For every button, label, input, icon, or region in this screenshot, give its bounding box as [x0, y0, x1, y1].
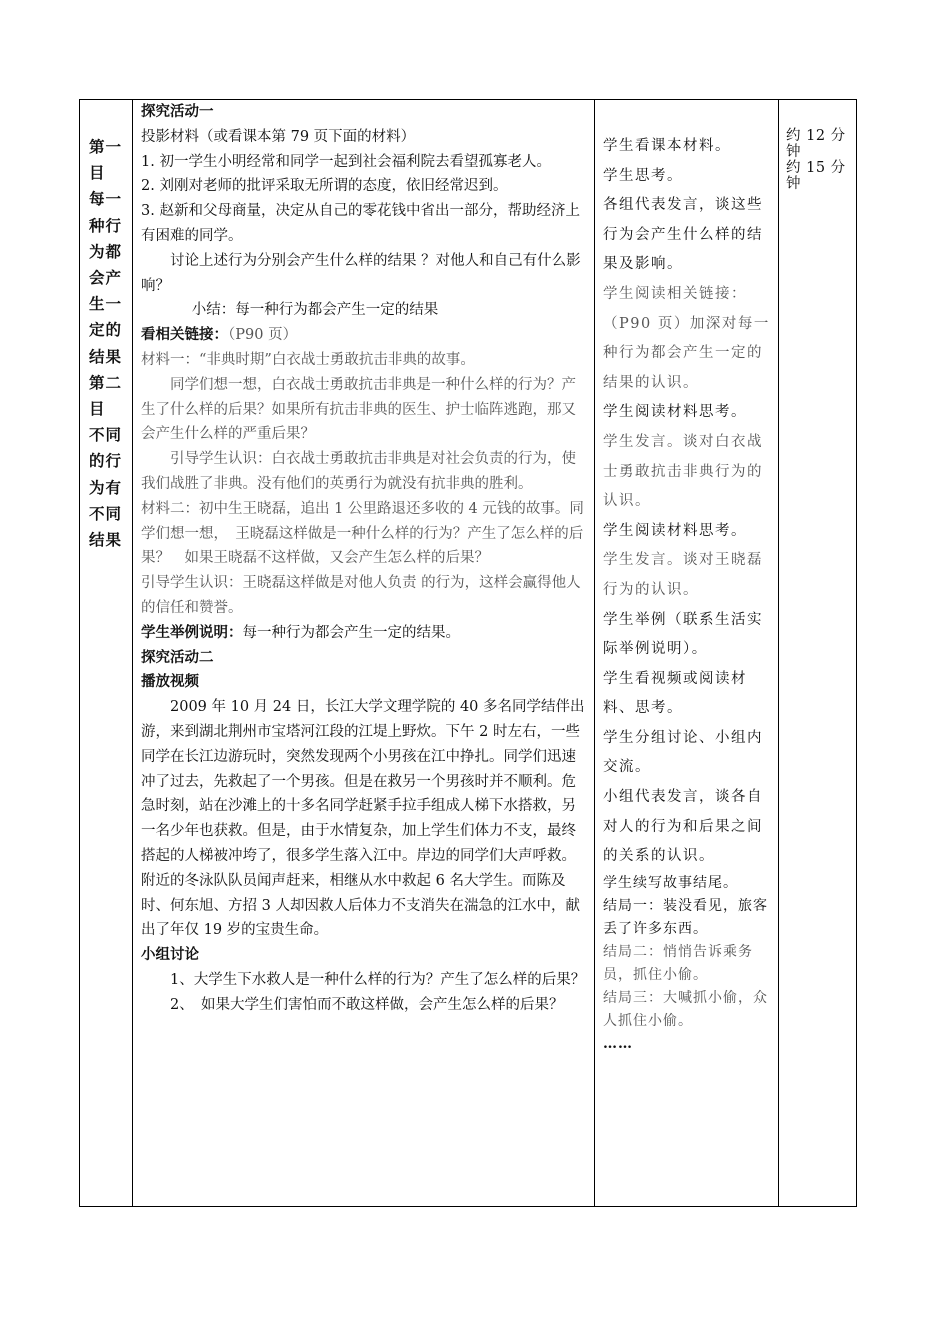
lesson-plan-table: [79, 99, 857, 1207]
ending-option-3: 结局三：大喊抓小偷，众人抓住小偷。: [603, 989, 768, 1029]
material-two: 材料二：初中生王晓磊，追出 1 公里路退还多收的 4 元钱的故事。同学们想一想， 王晓磊这样做是一种什么样的行为？产生了怎么样的后果？ 如果王晓磊不这样做，又会产生怎么样的后果？: [141, 500, 584, 567]
heading-line: 不同: [89, 503, 123, 523]
video-title: 播放视频: [141, 673, 199, 691]
heading-line: 为有: [89, 477, 123, 497]
heading-line: 每一: [89, 189, 123, 209]
heading-line: 结果: [89, 346, 123, 366]
related-link-title: 看相关链接：: [141, 326, 228, 344]
discussion-question: 讨论上述行为分别会产生什么样的结果 ？对他人和自己有什么影响？: [141, 252, 581, 294]
student-activity: 学生看课本材料。: [603, 138, 731, 154]
material-one-question: 同学们想一想，白衣战士勇敢抗击非典是一种什么样的行为？产生了什么样的后果？如果所有抗击非典的医生、护士临阵逃跑，那又会产生什么样的严重后果？: [141, 376, 576, 443]
ending-option-2: 结局二：悄悄告诉乘务员，抓住小偷。: [603, 943, 753, 983]
student-activity-column: [595, 100, 777, 1206]
ellipsis-text: ……: [603, 1035, 633, 1052]
section-heading-column: [80, 100, 132, 1206]
student-activity: 学生阅读相关链接：（P90 页）加深对每一种行为都会产生一定的结果的认识。: [603, 285, 770, 391]
video-story-text: 2009 年 10 月 24 日，长江大学文理学院的 40 多名同学结伴出游，来到湖北荆州市宝塔河江段的江堤上野炊。下午 2 时左右，一些同学在长江边游玩时，突然发现两个小男孩在江中挣扎。同学们迅速冲了过去，先救起了一个男孩。但是在救另一个男孩时并不顺利。危急时刻，站在沙滩上的十多名同学赶紧手拉手组成人梯下水搭救，另一名少年也获救。但是，由于水情复杂，加上学生们体力不支，最终搭起的人梯被冲垮了，很多学生落入江中。岸边的同学们大声呼救。附近的冬泳队队员闻声赶来，相继从水中救起 6 名大学生。而陈及时、何东旭、方招 3 人却因救人后体力不支消失在湍急的江水中，献出了年仅 19 岁的宝贵生命。: [141, 699, 585, 939]
heading-line: 结果: [89, 530, 123, 550]
student-example-title: 学生举例说明：: [141, 623, 243, 641]
ending-option-1: 结局一：装没看见，旅客丢了许多东西。: [603, 897, 768, 937]
student-activity: 学生阅读材料思考。: [603, 404, 747, 421]
student-activity: 学生阅读材料思考。: [603, 522, 747, 539]
related-link-page: （P90 页）: [228, 327, 298, 344]
heading-line: 为都: [89, 241, 123, 261]
student-activity: 学生分组讨论、小组内交流。: [603, 729, 763, 776]
student-activity: 学生思考。: [603, 167, 683, 184]
heading-line: 第二: [89, 372, 123, 392]
heading-line: 目: [89, 399, 106, 419]
group-discussion-question-2: 2、 如果大学生们害怕而不敢这样做，会产生怎么样的后果？: [170, 996, 564, 1013]
heading-line: 会产: [89, 268, 123, 288]
student-activity: 学生续写故事结尾。: [603, 874, 738, 891]
material-one: 材料一：“非典时期”白衣战士勇敢抗击非典的故事。: [141, 351, 475, 368]
student-activity: 学生发言。谈对白衣战士勇敢抗击非典行为的认识。: [603, 433, 763, 510]
material-intro: 投影材料（或看课本第 79 页下面的材料）: [141, 128, 416, 145]
student-activity: 学生看视频或阅读材料、思考。: [603, 670, 747, 717]
student-activity: 学生举例（联系生活实际举例说明）。: [603, 611, 763, 658]
group-discussion-question-1: 1、大学生下水救人是一种什么样的行为？产生了怎么样的后果？: [170, 971, 586, 988]
heading-line: 不同: [89, 425, 123, 445]
time-estimate-1: 约 12 分钟: [786, 128, 846, 160]
heading-line: 定的: [89, 320, 123, 340]
heading-line: 第一: [89, 137, 123, 156]
activity-one-title: 探究活动一: [141, 103, 214, 120]
activity-two-title: 探究活动二: [141, 648, 214, 666]
material-two-guidance: 引导学生认识：王晓磊这样做是对他人负责 的行为，这样会赢得他人的信任和赞誉。: [141, 575, 581, 616]
student-example-line: [141, 621, 587, 646]
student-activity: 各组代表发言，谈这些行为会产生什么样的结果及影响。: [603, 197, 763, 273]
time-estimate-2: 约 15 分钟: [786, 160, 846, 192]
summary-text: 小结：每一种行为都会产生一定的结果: [191, 302, 439, 319]
teaching-content-column: [133, 100, 593, 1206]
student-activity: 小组代表发言，谈各自对人的行为和后果之间的关系的认识。: [603, 789, 763, 865]
material-item-2: 2. 刘刚对老师的批评采取无所谓的态度，依旧经常迟到。: [141, 178, 508, 195]
group-discussion-title: 小组讨论: [141, 946, 199, 964]
heading-line: 目: [89, 163, 106, 183]
material-one-guidance: 引导学生认识：白衣战士勇敢抗击非典是对社会负责的行为，使我们战胜了非典。没有他们的英勇行为就没有抗非典的胜利。: [141, 451, 576, 492]
heading-line: 种行: [89, 215, 123, 235]
time-column: [779, 100, 857, 1206]
heading-line: 的行: [89, 451, 123, 471]
related-link-line: [141, 323, 587, 348]
heading-line: 生一: [89, 294, 123, 314]
student-activity: 学生发言。谈对王晓磊行为的认识。: [603, 552, 763, 598]
material-item-3: 3. 赵新和父母商量，决定从自己的零花钱中省出一部分，帮助经济上有困难的同学。: [141, 203, 580, 244]
material-item-1: 1. 初一学生小明经常和同学一起到社会福利院去看望孤寡老人。: [141, 153, 551, 170]
student-example-text: 每一种行为都会产生一定的结果。: [242, 624, 460, 641]
